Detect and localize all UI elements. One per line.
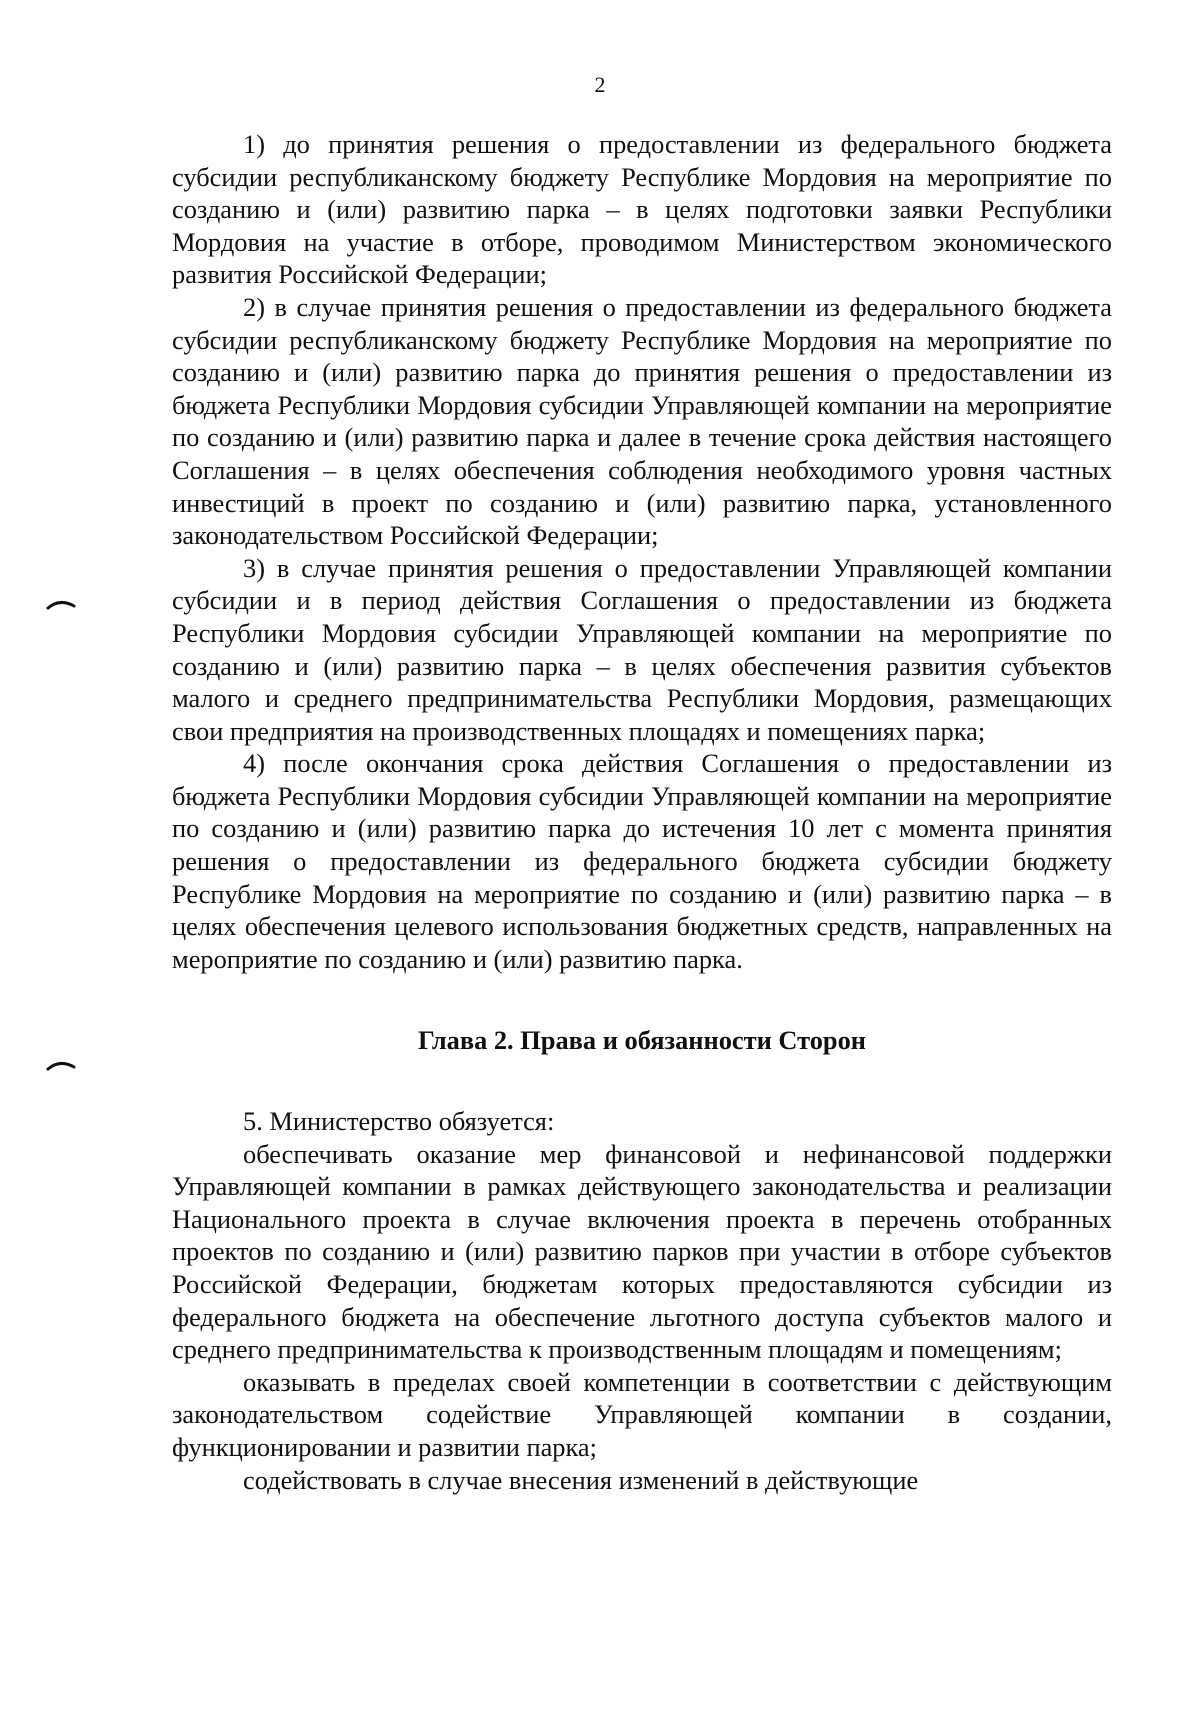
paragraph-item-3: 3) в случае принятия решения о предоставлении Управляющей компании субсидии и в период действия Соглашения о предоставлении из бюджета Республики Мордовия субсидии Управляющей компании на мероприятие по созданию и (или) развитию парка – в целях обеспечения развития субъектов малого и среднего предпринимательства Республики Мордовия, размещающих свои предприятия на производственных площадях и помещениях парка; (172, 552, 1112, 746)
ministry-obligation-amendments: содействовать в случае внесения изменений в действующие (243, 1464, 919, 1495)
paragraph-item-1: 1) до принятия решения о предоставлении из федерального бюджета субсидии республиканскому бюджету Республике Мордовия на мероприятие по созданию и (или) развитию парка – в целях подготовки заявки Республики Мордовия на участие в отборе, проводимом Министерством экономического развития Российской Федерации; (172, 129, 1112, 290)
ministry-obligation-assistance: оказывать в пределах своей компетенции в соответствии с действующим законодательством содействие Управляющей компании в создании, функционировании и развитии парка; (172, 1366, 1112, 1462)
scan-artifact-mark (46, 1057, 76, 1071)
clause-5-title: 5. Министерство обязуется: (243, 1106, 555, 1137)
paragraph-item-4: 4) после окончания срока действия Соглашения о предоставлении из бюджета Республики Мордовия субсидии Управляющей компании на мероприятие по созданию и (или) развитию парка до истечения 10 лет с момента принятия решения о предоставлении из федерального бюджета субсидии бюджету Республике Мордовия на мероприятие по созданию и (или) развитию парка – в целях обеспечения целевого использования бюджетных средств, направленных на мероприятие по созданию и (или) развитию парка. (172, 748, 1112, 974)
scan-artifact-mark (46, 596, 76, 610)
ministry-obligation-support: обеспечивать оказание мер финансовой и нефинансовой поддержки Управляющей компании в рамках действующего законодательства и реализации Национального проекта в случае включения проекта в перечень отобранных проектов по созданию и (или) развитию парков при участии в отборе субъектов Российской Федерации, бюджетам которых предоставляются субсидии из федерального бюджета на обеспечение льготного доступа субъектов малого и среднего предпринимательства к производственным площадям и помещениям; (172, 1138, 1112, 1365)
chapter-heading: Глава 2. Права и обязанности Сторон (418, 1025, 866, 1056)
paragraph-item-2: 2) в случае принятия решения о предоставлении из федерального бюджета субсидии республиканскому бюджету Республике Мордовия на мероприятие по созданию и (или) развитию парка до принятия решения о предоставлении из бюджета Республики Мордовия субсидии Управляющей компании на мероприятие по созданию и (или) развитию парка и далее в течение срока действия настоящего Соглашения – в целях обеспечения соблюдения необходимого уровня частных инвестиций в проект по созданию и (или) развитию парка, установленного законодательством Российской Федерации; (172, 291, 1112, 551)
document-body (172, 128, 1112, 1496)
page-number: 2 (594, 72, 606, 97)
